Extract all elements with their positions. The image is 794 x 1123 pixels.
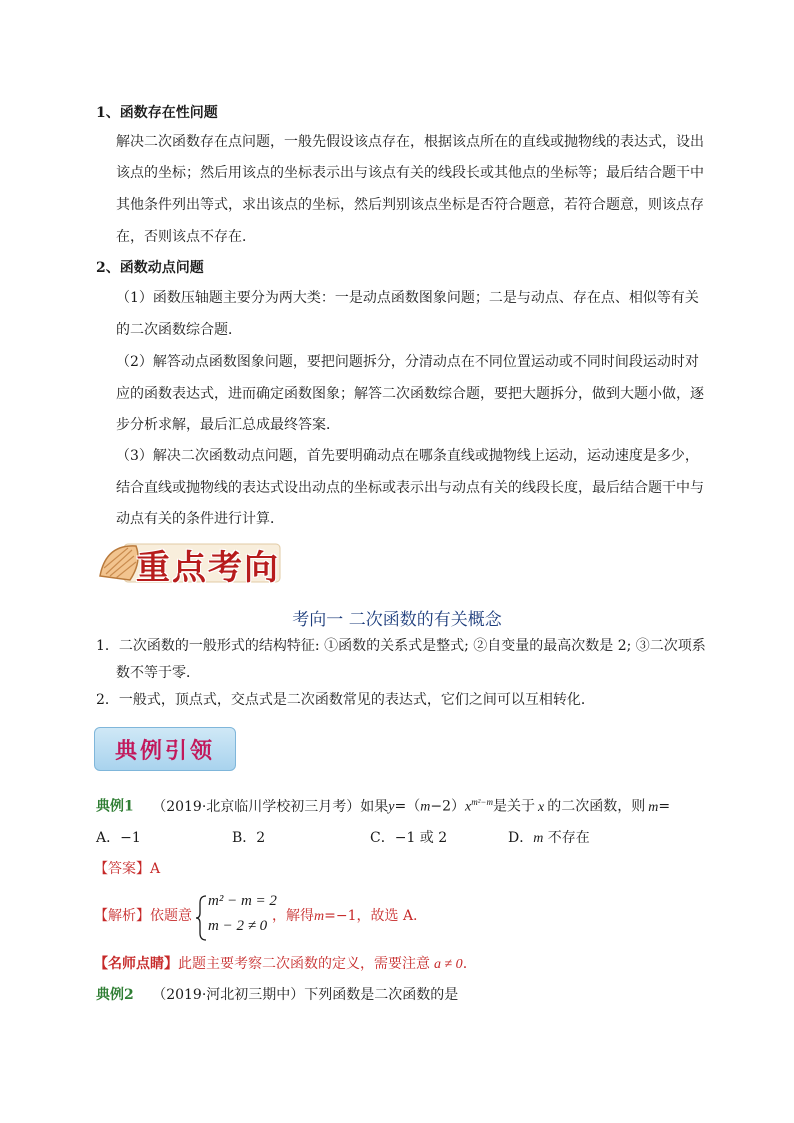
analysis-pre: 依题意 — [150, 908, 192, 924]
system-line-2: m − 2 ≠ 0 — [208, 918, 268, 934]
example1-tail-c: = — [658, 798, 671, 815]
option-b: B．2 — [232, 830, 266, 846]
option-a: A．−1 — [96, 830, 141, 846]
analysis-mid: ，解得 — [272, 908, 314, 924]
example2-tag: 典例2 — [96, 987, 134, 1003]
section2-line-2: 的二次函数综合题． — [116, 322, 242, 338]
option-d-var: m — [533, 831, 544, 846]
section2-heading: 2、函数动点问题 — [96, 260, 204, 276]
example-label: 典例引领 — [114, 738, 215, 764]
example-label-box — [94, 727, 236, 771]
system-line-1: m² − m = 2 — [208, 893, 277, 909]
answer-label: 【答案】 — [94, 861, 150, 877]
analysis-result — [272, 906, 418, 927]
section1-line-4: 在，否则该点不存在． — [116, 229, 256, 245]
example1-eq-x: x — [465, 799, 472, 815]
topic-point-2: 2．一般式，顶点式，交点式是二次函数常见的表达式，它们之间可以互相转化． — [96, 692, 595, 708]
analysis-post: =−1，故选 A. — [324, 908, 418, 924]
tip-text: 此题主要考察二次函数的定义，需要注意 — [178, 956, 430, 972]
tip-end: . — [462, 956, 468, 972]
option-d-rest: 不存在 — [543, 830, 590, 846]
banner-title: 重点考向 — [136, 548, 280, 588]
example1-eq-eq: =（ — [394, 798, 421, 815]
section2-line-4: 应的函数表达式，进而确定函数图象；解答二次函数综合题，要把大题拆分，做到大题小做，逐 — [116, 386, 704, 402]
answer-value: A — [150, 861, 161, 877]
section1-line-3: 其他条件列出等式，求出该点的坐标，然后判别该点坐标是否符合题意，若符合题意，则该点存 — [116, 197, 704, 213]
example1-tail-b: 的二次函数，则 — [547, 798, 646, 815]
option-c: C．−1 或 2 — [370, 830, 448, 846]
tip-expr: a ≠ 0 — [434, 957, 463, 972]
section2-line-1: （1）函数压轴题主要分为两大类：一是动点函数图象问题；二是与动点、存在点、相似等有关 — [116, 290, 699, 306]
example2-text: （2019·河北初三期中）下列函数是二次函数的是 — [152, 987, 459, 1003]
analysis-line — [94, 906, 192, 926]
example1-eq-rest: −2） — [430, 798, 466, 815]
example2-question — [96, 985, 458, 1005]
example1-eq-m: m — [420, 799, 431, 815]
tip-label: 【名师点睛】 — [94, 956, 178, 972]
example1-tag: 典例1 — [96, 798, 134, 815]
example1-tail-x: x — [538, 799, 545, 815]
section1-line-1: 解决二次函数存在点问题，一般先假设该点存在，根据该点所在的直线或抛物线的表达式，设出 — [116, 134, 704, 150]
key-direction-banner — [96, 538, 282, 586]
section2-line-8: 动点有关的条件进行计算． — [116, 511, 284, 527]
example1-eq-y: y — [388, 799, 395, 815]
example1-eq-exp: m²−m — [471, 797, 494, 807]
section1-heading: 1、函数存在性问题 — [96, 105, 218, 121]
topic-point-1: 1．二次函数的一般形式的结构特征: ①函数的关系式是整式; ②自变量的最高次数是 2; ③二次项系 — [96, 638, 706, 654]
section2-line-7: 结合直线或抛物线的表达式设出动点的坐标或表示出与动点有关的线段长度，最后结合题干中与 — [116, 480, 704, 496]
system-brace — [196, 895, 208, 941]
topic-point-1-cont: 数不等于零． — [116, 665, 200, 681]
example1-source: （2019·北京临川学校初三月考）如果 — [152, 798, 389, 815]
section2-line-6: （3）解决二次函数动点问题，首先要明确动点在哪条直线或抛物线上运动，运动速度是多少， — [116, 448, 699, 464]
example1-question — [96, 792, 670, 818]
section1-line-2: 该点的坐标；然后用该点的坐标表示出与该点有关的线段长或其他点的坐标等；最后结合题干中 — [116, 165, 704, 181]
tip-line — [94, 954, 467, 975]
topic-title: 考向一 二次函数的有关概念 — [292, 610, 502, 630]
analysis-var: m — [314, 909, 325, 924]
section2-line-3: （2）解答动点函数图象问题，要把问题拆分，分清动点在不同位置运动或不同时间段运动时对 — [116, 354, 699, 370]
option-d-label: D． — [508, 830, 534, 846]
answer-line — [94, 859, 160, 879]
analysis-label: 【解析】 — [94, 908, 150, 924]
section2-line-5: 步分析求解，最后汇总成最终答案． — [116, 417, 340, 433]
option-d — [508, 828, 590, 849]
example1-tail-a: 是关于 — [493, 798, 536, 815]
example1-tail-m: m — [648, 799, 659, 815]
